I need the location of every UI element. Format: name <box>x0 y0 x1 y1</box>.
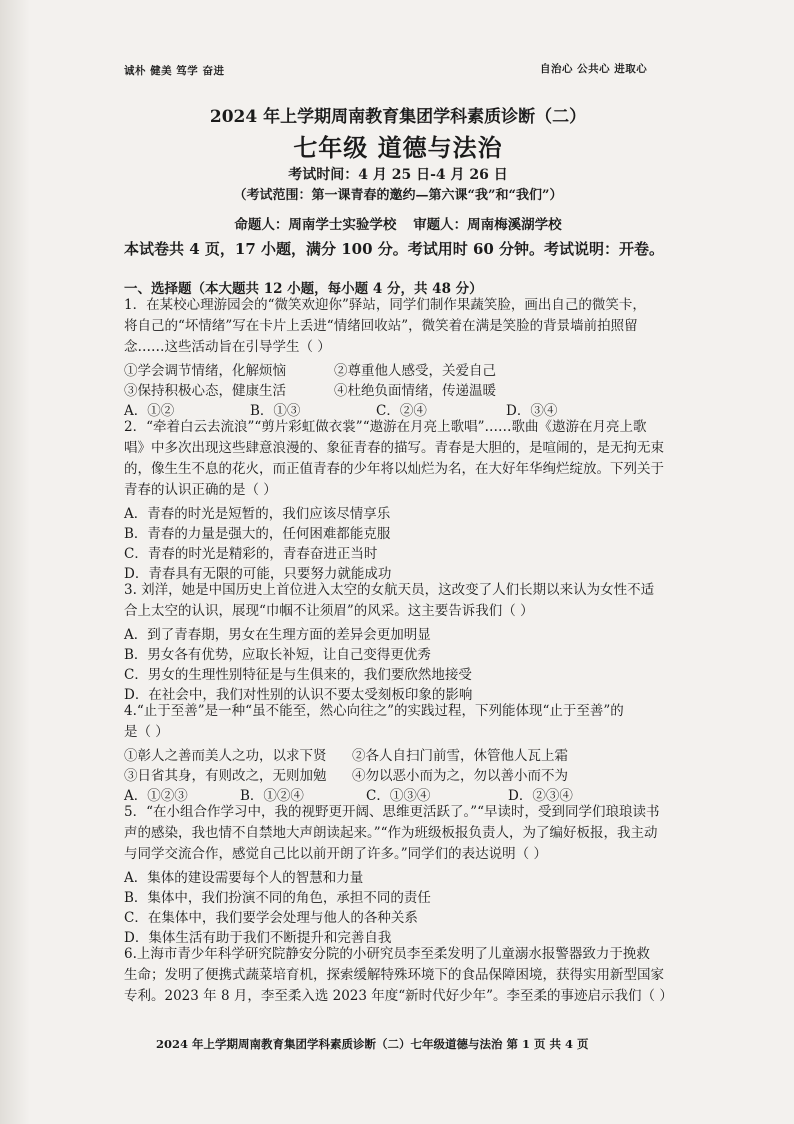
school-motto-right: 自治心 公共心 进取心 <box>540 63 648 75</box>
q6-line-2: 生命；发明了便携式蔬菜培育机，探索缓解特殊环境下的食品保障困境，获得实用新型国家 <box>124 967 664 983</box>
setter: 命题人：周南学士实验学校 <box>234 217 397 233</box>
q5-option-d: D．集体生活有助于我们不断提升和完善自我 <box>124 930 392 946</box>
q1-option-c: C．②④ <box>376 403 427 419</box>
q4-line-1: 4.“止于至善”是一种“虽不能至，然心向往之”的实践过程，下列能体现“止于至善”的 <box>124 703 624 719</box>
q5-line-2: 声的感染，我也情不自禁地大声朗读起来。”“作为班级板报负责人，为了编好板报，我主动 <box>124 825 658 841</box>
school-motto-left: 诚朴 健美 笃学 奋进 <box>124 65 225 77</box>
q5-option-c: C．在集体中，我们要学会处理与他人的各种关系 <box>124 910 418 926</box>
q4-option-a: A．①②③ <box>124 788 188 804</box>
q2-line-1: 2．“牵着白云去流浪”“剪片彩虹做衣裳”“遨游在月亮上歌唱”……歌曲《遨游在月亮上歌 <box>124 419 647 435</box>
q5-option-a: A．集体的建设需要每个人的智慧和力量 <box>124 870 364 886</box>
q3-option-a: A．到了青春期，男女在生理方面的差异会更加明显 <box>124 627 431 643</box>
q1-statement-4: ④杜绝负面情绪，传递温暖 <box>334 383 496 399</box>
q3-option-c: C．男女的生理性别特征是与生俱来的，我们要欣然地接受 <box>124 667 472 683</box>
q4-statement-1: ①彰人之善而美人之功，以求下贤 <box>124 748 327 764</box>
exam-title: 2024 年上学期周南教育集团学科素质诊断（二） <box>209 107 587 127</box>
q1-line-2: 将自己的“坏情绪”写在卡片上丢进“情绪回收站”，微笑着在满是笑脸的背景墙前拍照留 <box>124 318 638 334</box>
setters-line <box>118 213 678 233</box>
q1-statement-1: ①学会调节情绪，化解烦恼 <box>124 363 286 379</box>
q1-line-1: 1．在某校心理游园会的“微笑欢迎你”驿站，同学们制作果蔬笑脸，画出自己的微笑卡， <box>124 297 646 313</box>
q4-statement-2: ②各人自扫门前雪，休管他人瓦上霜 <box>352 748 568 764</box>
q2-line-4: 青春的认识正确的是（ ） <box>124 482 277 498</box>
q4-option-b: B．①②④ <box>240 788 304 804</box>
q2-line-2: 唱》中多次出现这些肆意浪漫的、象征青春的描写。青春是大胆的，是喧闹的，是无拘无束 <box>124 440 664 456</box>
q3-option-d: D．在社会中，我们对性别的认识不要太受刻板印象的影响 <box>124 687 473 703</box>
page-footer: 2024 年上学期周南教育集团学科素质诊断（二）七年级道德与法治 第 1 页 共 4 页 <box>156 1037 589 1051</box>
exam-subject-title: 七年级 道德与法治 <box>293 133 503 162</box>
q5-line-3: 与同学交流合作，感觉自己比以前开朗了许多。”同学们的表达说明（ ） <box>124 846 547 862</box>
exam-info: 本试卷共 4 页，17 小题，满分 100 分。考试用时 60 分钟。考试说明：开卷。 <box>124 240 665 258</box>
q2-option-b: B．青春的力量是强大的，任何困难都能克服 <box>124 526 391 542</box>
q1-statement-3: ③保持积极心态，健康生活 <box>124 383 286 399</box>
q2-option-d: D．青春具有无限的可能，只要努力就能成功 <box>124 566 392 582</box>
q1-option-d: D．③④ <box>506 403 558 419</box>
q3-line-1: 3. 刘洋，她是中国历史上首位进入太空的女航天员，这改变了人们长期以来认为女性不适 <box>124 582 655 598</box>
q4-option-c: C．①③④ <box>366 788 431 804</box>
q4-statement-4: ④勿以恶小而为之，勿以善小而不为 <box>352 768 568 784</box>
reviewer: 审题人：周南梅溪湖学校 <box>413 217 562 233</box>
q3-option-b: B．男女各有优势，应取长补短，让自己变得更优秀 <box>124 647 431 663</box>
q1-line-3: 念……这些活动旨在引导学生（ ） <box>124 339 331 355</box>
q2-option-c: C．青春的时光是精彩的，青春奋进正当时 <box>124 546 378 562</box>
exam-time: 考试时间：4 月 25 日-4 月 26 日 <box>288 167 508 183</box>
q5-option-b: B．集体中，我们扮演不同的角色，承担不同的责任 <box>124 890 431 906</box>
scan-edge <box>0 0 30 1124</box>
q4-line-2: 是（ ） <box>124 724 169 740</box>
q5-line-1: 5．“在小组合作学习中，我的视野更开阔、思维更活跃了。”“早读时，受到同学们琅琅读书 <box>124 804 660 820</box>
section-title: 一、选择题（本大题共 12 小题，每小题 4 分，共 48 分） <box>124 281 483 297</box>
exam-scope: （考试范围：第一课青春的邀约—第六课“我”和“我们”） <box>233 188 563 203</box>
q6-line-1: 6.上海市青少年科学研究院静安分院的小研究员李至柔发明了儿童溺水报警器致力于挽救 <box>124 946 650 962</box>
q2-option-a: A．青春的时光是短暂的，我们应该尽情享乐 <box>124 506 391 522</box>
q3-line-2: 合上太空的认识，展现“巾帼不让须眉”的风采。这主要告诉我们（ ） <box>124 603 534 619</box>
q2-line-3: 的，像生生不息的花火，而正值青春的少年将以灿烂为名，在大好年华绚烂绽放。下列关于 <box>124 461 664 477</box>
q1-statement-2: ②尊重他人感受，关爱自己 <box>334 363 496 379</box>
q6-line-3: 专利。2023 年 8 月，李至柔入选 2023 年度“新时代好少年”。李至柔的事迹启示我们（ ） <box>124 988 673 1004</box>
q4-option-d: D．②③④ <box>508 788 573 804</box>
q1-option-b: B．①③ <box>250 403 301 419</box>
q4-statement-3: ③日省其身，有则改之，无则加勉 <box>124 768 327 784</box>
q1-option-a: A．①② <box>124 403 175 419</box>
